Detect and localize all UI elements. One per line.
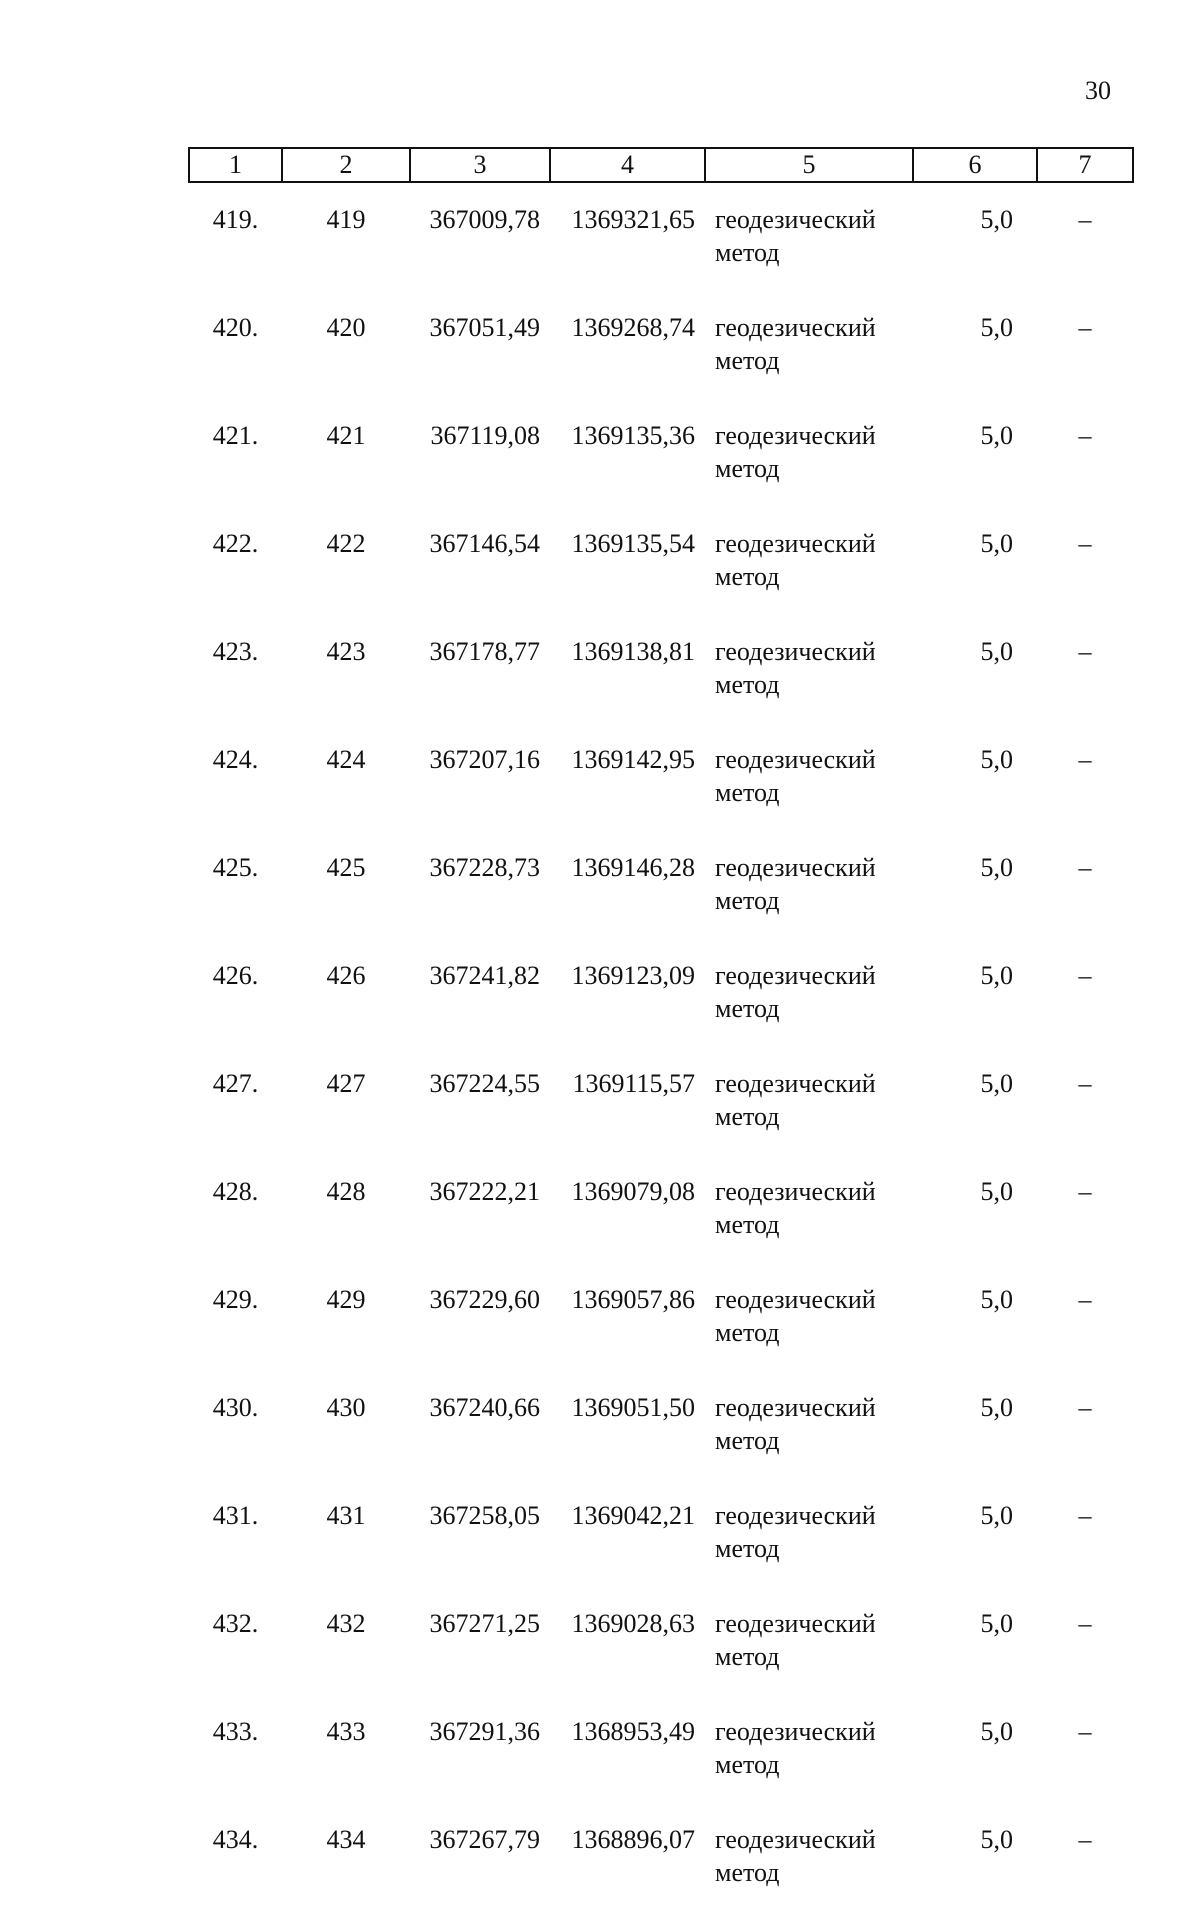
y-coordinate-cell: 1369042,21	[571, 1501, 695, 1530]
accuracy-cell: 5,0	[980, 1501, 1013, 1530]
y-coordinate-cell: 1369028,63	[571, 1609, 695, 1638]
accuracy-cell: 5,0	[980, 637, 1013, 666]
accuracy-cell: 5,0	[980, 421, 1013, 450]
row-number-cell: 429.	[212, 1285, 259, 1314]
description-cell: –	[1078, 1069, 1092, 1098]
table-row	[189, 1803, 1133, 1911]
description-cell: –	[1078, 205, 1092, 234]
table-header	[189, 148, 1133, 182]
x-coordinate-cell: 367051,49	[429, 313, 540, 342]
y-coordinate-cell: 1369138,81	[571, 637, 695, 666]
accuracy-cell: 5,0	[980, 205, 1013, 234]
accuracy-cell: 5,0	[980, 1609, 1013, 1638]
method-cell: геодезический метод	[715, 1825, 876, 1887]
table-row	[189, 1263, 1133, 1371]
table-row	[189, 615, 1133, 723]
table-row	[189, 1047, 1133, 1155]
point-number-cell: 430	[326, 1393, 366, 1422]
x-coordinate-cell: 367146,54	[429, 529, 540, 558]
accuracy-cell: 5,0	[980, 853, 1013, 882]
method-cell: геодезический метод	[715, 313, 876, 375]
table-row	[189, 399, 1133, 507]
point-number-cell: 426	[326, 961, 366, 990]
method-cell: геодезический метод	[715, 1177, 876, 1239]
x-coordinate-cell: 367009,78	[429, 205, 540, 234]
row-number-cell: 430.	[212, 1393, 259, 1422]
column-header-7: 7	[1037, 148, 1133, 182]
point-number-cell: 425	[326, 853, 366, 882]
table-row	[189, 291, 1133, 399]
x-coordinate-cell: 367222,21	[429, 1177, 540, 1206]
x-coordinate-cell: 367119,08	[430, 421, 540, 450]
x-coordinate-cell: 367240,66	[429, 1393, 540, 1422]
point-number-cell: 420	[326, 313, 366, 342]
method-cell: геодезический метод	[715, 961, 876, 1023]
table-row	[189, 1155, 1133, 1263]
column-header-5: 5	[705, 148, 913, 182]
point-number-cell: 421	[326, 421, 366, 450]
x-coordinate-cell: 367258,05	[429, 1501, 540, 1530]
method-cell: геодезический метод	[715, 1717, 876, 1779]
point-number-cell: 434	[326, 1825, 366, 1854]
description-cell: –	[1078, 1177, 1092, 1206]
row-number-cell: 428.	[212, 1177, 259, 1206]
row-number-cell: 420.	[212, 313, 259, 342]
y-coordinate-cell: 1369123,09	[571, 961, 695, 990]
y-coordinate-cell: 1369079,08	[571, 1177, 695, 1206]
table-row	[189, 1587, 1133, 1695]
method-cell: геодезический метод	[715, 529, 876, 591]
row-number-cell: 422.	[212, 529, 259, 558]
table-row	[189, 1371, 1133, 1479]
description-cell: –	[1078, 529, 1092, 558]
table-header-row	[189, 148, 1133, 182]
point-number-cell: 432	[326, 1609, 366, 1638]
table-row	[189, 723, 1133, 831]
page-number: 30	[1085, 76, 1111, 105]
description-cell: –	[1078, 1285, 1092, 1314]
x-coordinate-cell: 367207,16	[429, 745, 540, 774]
x-coordinate-cell: 367229,60	[429, 1285, 540, 1314]
accuracy-cell: 5,0	[980, 1393, 1013, 1422]
point-number-cell: 419	[326, 205, 366, 234]
accuracy-cell: 5,0	[980, 745, 1013, 774]
x-coordinate-cell: 367228,73	[429, 853, 540, 882]
accuracy-cell: 5,0	[980, 529, 1013, 558]
description-cell: –	[1078, 961, 1092, 990]
y-coordinate-cell: 1369268,74	[571, 313, 695, 342]
table-body	[189, 182, 1133, 1911]
table-row	[189, 831, 1133, 939]
accuracy-cell: 5,0	[980, 1177, 1013, 1206]
row-number-cell: 431.	[212, 1501, 259, 1530]
accuracy-cell: 5,0	[980, 961, 1013, 990]
accuracy-cell: 5,0	[980, 1285, 1013, 1314]
description-cell: –	[1078, 421, 1092, 450]
row-number-cell: 419.	[212, 205, 259, 234]
table-row	[189, 182, 1133, 291]
x-coordinate-cell: 367291,36	[429, 1717, 540, 1746]
description-cell: –	[1078, 1393, 1092, 1422]
y-coordinate-cell: 1369135,36	[571, 421, 695, 450]
x-coordinate-cell: 367267,79	[429, 1825, 540, 1854]
x-coordinate-cell: 367178,77	[429, 637, 540, 666]
coordinates-table	[188, 147, 1134, 1911]
table-row	[189, 1695, 1133, 1803]
point-number-cell: 429	[326, 1285, 366, 1314]
point-number-cell: 423	[326, 637, 366, 666]
method-cell: геодезический метод	[715, 1393, 876, 1455]
y-coordinate-cell: 1368953,49	[571, 1717, 695, 1746]
accuracy-cell: 5,0	[980, 1825, 1013, 1854]
x-coordinate-cell: 367241,82	[429, 961, 540, 990]
description-cell: –	[1078, 1609, 1092, 1638]
point-number-cell: 431	[326, 1501, 366, 1530]
column-header-4: 4	[550, 148, 705, 182]
coordinates-table-container	[188, 147, 1134, 1911]
description-cell: –	[1078, 637, 1092, 666]
method-cell: геодезический метод	[715, 1501, 876, 1563]
y-coordinate-cell: 1369115,57	[572, 1069, 695, 1098]
method-cell: геодезический метод	[715, 1069, 876, 1131]
description-cell: –	[1078, 853, 1092, 882]
column-header-2: 2	[282, 148, 410, 182]
description-cell: –	[1078, 1501, 1092, 1530]
y-coordinate-cell: 1369142,95	[571, 745, 695, 774]
row-number-cell: 423.	[212, 637, 259, 666]
method-cell: геодезический метод	[715, 745, 876, 807]
row-number-cell: 426.	[212, 961, 259, 990]
column-header-3: 3	[410, 148, 550, 182]
row-number-cell: 432.	[212, 1609, 259, 1638]
row-number-cell: 425.	[212, 853, 259, 882]
method-cell: геодезический метод	[715, 205, 876, 267]
accuracy-cell: 5,0	[980, 1069, 1013, 1098]
point-number-cell: 424	[326, 745, 366, 774]
row-number-cell: 433.	[212, 1717, 259, 1746]
row-number-cell: 421.	[212, 421, 259, 450]
x-coordinate-cell: 367271,25	[429, 1609, 540, 1638]
point-number-cell: 422	[326, 529, 366, 558]
method-cell: геодезический метод	[715, 1285, 876, 1347]
method-cell: геодезический метод	[715, 1609, 876, 1671]
table-row	[189, 1479, 1133, 1587]
point-number-cell: 428	[326, 1177, 366, 1206]
row-number-cell: 434.	[212, 1825, 259, 1854]
description-cell: –	[1078, 313, 1092, 342]
x-coordinate-cell: 367224,55	[429, 1069, 540, 1098]
point-number-cell: 433	[326, 1717, 366, 1746]
row-number-cell: 424.	[212, 745, 259, 774]
y-coordinate-cell: 1369135,54	[571, 529, 695, 558]
point-number-cell: 427	[326, 1069, 366, 1098]
method-cell: геодезический метод	[715, 637, 876, 699]
method-cell: геодезический метод	[715, 421, 876, 483]
row-number-cell: 427.	[212, 1069, 259, 1098]
table-row	[189, 507, 1133, 615]
column-header-6: 6	[913, 148, 1037, 182]
y-coordinate-cell: 1369051,50	[571, 1393, 695, 1422]
method-cell: геодезический метод	[715, 853, 876, 915]
y-coordinate-cell: 1368896,07	[571, 1825, 695, 1854]
y-coordinate-cell: 1369057,86	[571, 1285, 695, 1314]
table-row	[189, 939, 1133, 1047]
description-cell: –	[1078, 1825, 1092, 1854]
description-cell: –	[1078, 1717, 1092, 1746]
accuracy-cell: 5,0	[980, 1717, 1013, 1746]
y-coordinate-cell: 1369321,65	[571, 205, 695, 234]
accuracy-cell: 5,0	[980, 313, 1013, 342]
y-coordinate-cell: 1369146,28	[571, 853, 695, 882]
description-cell: –	[1078, 745, 1092, 774]
column-header-1: 1	[189, 148, 282, 182]
